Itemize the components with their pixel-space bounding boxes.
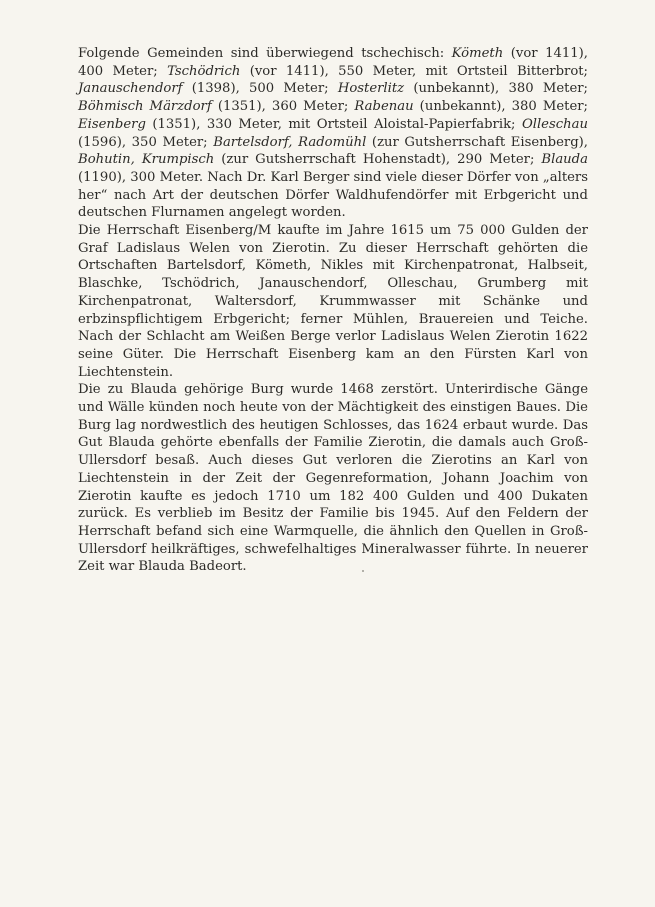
paragraph [78, 381, 588, 576]
text-run: (1596), 350 Meter; [78, 134, 214, 150]
italic-place-name: Blauda [541, 152, 588, 168]
italic-place-name: Rabenau [354, 99, 414, 115]
document-body [78, 45, 588, 576]
paper-speck [362, 570, 364, 572]
text-run: (unbekannt), 380 Meter; [404, 81, 588, 97]
text-run: (1351), 360 Meter; [211, 99, 355, 115]
text-run: Folgende Gemeinden sind überwiegend tschechisch: [78, 46, 452, 61]
text-run: (1398), 500 Meter; [182, 81, 338, 97]
text-run: Die zu Blauda gehörige Burg wurde 1468 zerstört. Unterirdische Gänge und Wälle künden noch heute von der Mächtigkeit des einstigen Baues. Die Burg lag nordwestlich des heutigen Schlosses, das 1624 erbaut wurde. Das Gut Blauda gehörte ebenfalls der Familie Zierotin, die damals auch Groß-Ullersdorf besaß. Auch dieses Gut verloren die Zierotins an Karl von Liechtenstein in der Zeit der Gegenreformation, Johann Joachim von Zierotin kaufte es jedoch 1710 um 182 400 Gulden und 400 Dukaten zurück. Es verblieb im Besitz der Familie bis 1945. Auf den Feldern der Herrschaft befand sich eine Warmquelle, die ähnlich den Quellen in Groß-Ullersdorf heilkräftiges, schwefelhaltiges Mineralwasser führte. In neuerer Zeit war Blauda Badeort. [78, 382, 588, 575]
text-run: (vor 1411), 550 Meter, mit Ortsteil Bitterbrot; [240, 63, 589, 79]
italic-place-name: Eisenberg [78, 116, 146, 132]
italic-place-name: Hosterlitz [337, 81, 405, 97]
italic-place-name: Olleschau [521, 116, 588, 132]
text-run: (vor 1411), 400 Meter; [78, 46, 588, 79]
text-run: (1190), 300 Meter. Nach Dr. Karl Berger sind viele dieser Dörfer von „alters her“ nach Art der deutschen Dörfer Waldhufendörfer mit Erbgericht und deutschen Flurnamen angelegt worden. [78, 169, 588, 221]
italic-place-name: Kömeth [451, 46, 504, 61]
text-run: (unbekannt), 380 Meter; [413, 99, 588, 115]
text-run: Die Herrschaft Eisenberg/M kaufte im Jahre 1615 um 75 000 Gulden der Graf Ladislaus Welen von Zierotin. Zu dieser Herrschaft gehörten die Ortschaften Bartelsdorf, Kömeth, Nikles mit Kirchenpatronat, Halbseit, Blaschke, Tschödrich, Janauschendorf, Olleschau, Grumberg mit Kirchenpatronat, Waltersdorf, Krummwasser mit Schänke und erbzinspflichtigem Erbgericht; ferner Mühlen, Brauereien und Teiche. Nach der Schlacht am Weißen Berge verlor Ladislaus Welen Zierotin 1622 seine Güter. Die Herrschaft Eisenberg kam an den Fürsten Karl von Liechtenstein. [78, 223, 588, 380]
paragraph [78, 222, 588, 381]
text-run: (zur Gutsherrschaft Eisenberg), [366, 134, 588, 150]
paragraph [78, 45, 588, 222]
text-run: (zur Gutsherrschaft Hohenstadt), 290 Meter; [214, 152, 542, 168]
italic-place-name: Janauschendorf [78, 81, 183, 97]
text-run: (1351), 330 Meter, mit Ortsteil Aloistal-Papierfabrik; [145, 116, 522, 132]
italic-place-name: Böhmisch Märzdorf [78, 99, 212, 115]
italic-place-name: Tschödrich [167, 63, 241, 79]
italic-place-name: Bohutin, Krumpisch [78, 152, 215, 168]
italic-place-name: Bartelsdorf, Radomühl [213, 134, 367, 150]
